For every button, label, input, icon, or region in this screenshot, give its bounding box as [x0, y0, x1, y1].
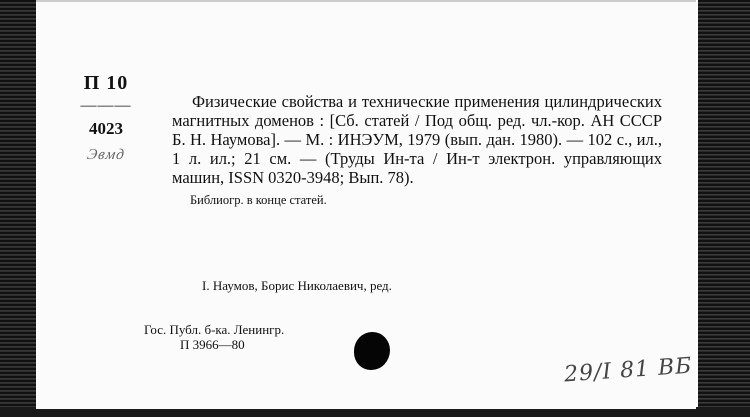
- description-block: [172, 92, 662, 210]
- handwritten-mark: 29/I 81 ВБ: [563, 353, 694, 388]
- stamp-mark: Эвмд: [85, 147, 127, 163]
- catalog-card: [36, 0, 696, 409]
- library-number: П 3966—80: [180, 337, 245, 352]
- scan-border-right: [698, 0, 750, 417]
- added-entry: I. Наумов, Борис Николаевич, ред.: [202, 278, 392, 293]
- divider-dash: ———: [80, 97, 132, 114]
- library-name: Гос. Публ. б-ка. Ленингр.: [144, 322, 285, 337]
- bibliographic-description: Физические свойства и технические применения цилиндрических магнитных доменов : [Сб. статей / Под общ. ред. чл.-кор. АН СССР Б. Н. Наумова]. — М. : ИНЭУМ, 1979 (вып. дан. 1980). — 102 с., ил., 1 л. ил.; 21 см. — (Труды Ин-та / Ин-т электрон. управляющих машин, ISSN 0320-3948; Вып. 78).: [172, 92, 662, 187]
- classification-block: [66, 72, 146, 164]
- catalog-number: 4023: [89, 119, 123, 138]
- scan-border-left: [0, 0, 36, 417]
- ink-blot: [354, 332, 390, 370]
- library-block: [144, 322, 284, 352]
- bibliography-note: Библиогр. в конце статей.: [190, 193, 327, 207]
- classification-code: П 10: [83, 72, 129, 94]
